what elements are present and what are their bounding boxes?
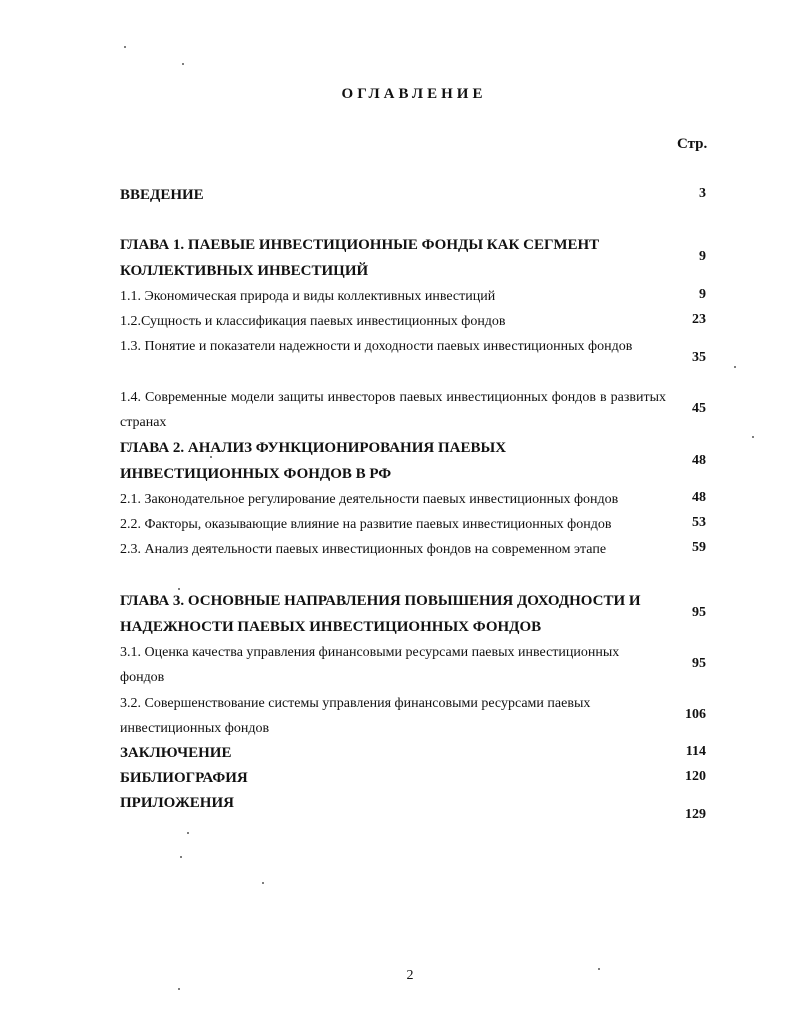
toc-page-1-3: 35 xyxy=(692,350,706,365)
toc-page-3-1: 95 xyxy=(692,656,706,671)
scan-speck xyxy=(752,436,754,438)
toc-entry-chapter-2: ГЛАВА 2. АНАЛИЗ ФУНКЦИОНИРОВАНИЯ ПАЕВЫХ ИНВЕСТИЦИОННЫХ ФОНДОВ В РФ xyxy=(120,440,507,482)
toc-entry-2-2: 2.2. Факторы, оказывающие влияние на развитие паевых инвестиционных фондов xyxy=(120,517,612,532)
toc-page-appendices: 129 xyxy=(685,807,706,822)
toc-entry-3-1: 3.1. Оценка качества управления финансовыми ресурсами паевых инвестиционных фондов xyxy=(120,645,620,685)
toc-page-2-3: 59 xyxy=(692,540,706,555)
toc-entry-1-4: 1.4. Современные модели защиты инвесторов паевых инвестиционных фондов в развитых странах xyxy=(120,390,666,430)
toc-entry-2-1: 2.1. Законодательное регулирование деятельности паевых инвестиционных фондов xyxy=(120,492,619,507)
toc-page-1-4: 45 xyxy=(692,401,706,416)
toc-entry-introduction: ВВЕДЕНИЕ xyxy=(120,187,204,203)
toc-entry-3-2: 3.2. Совершенствование системы управления финансовыми ресурсами паевых инвестиционных фондов xyxy=(120,696,591,736)
toc-page-2-2: 53 xyxy=(692,515,706,530)
scan-speck xyxy=(187,832,189,834)
scan-speck xyxy=(262,882,264,884)
toc-page-chapter-2: 48 xyxy=(692,453,706,468)
toc-page-chapter-3: 95 xyxy=(692,605,706,620)
toc-entry-bibliography: БИБЛИОГРАФИЯ xyxy=(120,770,248,786)
scan-speck xyxy=(180,856,182,858)
toc-entry-1-1: 1.1. Экономическая природа и виды коллективных инвестиций xyxy=(120,289,496,304)
toc-page-2-1: 48 xyxy=(692,490,706,505)
toc-page-bibliography: 120 xyxy=(685,769,706,784)
scan-speck xyxy=(124,46,126,48)
toc-entry-appendices: ПРИЛОЖЕНИЯ xyxy=(120,795,234,811)
scan-speck xyxy=(734,366,736,368)
toc-entry-conclusion: ЗАКЛЮЧЕНИЕ xyxy=(120,745,232,761)
toc-entry-2-3: 2.3. Анализ деятельности паевых инвестиционных фондов на современном этапе xyxy=(120,542,607,557)
toc-page-1-1: 9 xyxy=(699,287,706,302)
page-title: ОГЛАВЛЕНИЕ xyxy=(341,86,487,102)
page-column-label: Стр. xyxy=(677,136,708,152)
toc-page-chapter-1: 9 xyxy=(699,249,706,264)
scan-speck xyxy=(598,968,600,970)
toc-entry-chapter-1: ГЛАВА 1. ПАЕВЫЕ ИНВЕСТИЦИОННЫЕ ФОНДЫ КАК СЕГМЕНТ КОЛЛЕКТИВНЫХ ИНВЕСТИЦИЙ xyxy=(120,237,600,279)
toc-entry-1-3: 1.3. Понятие и показатели надежности и доходности паевых инвестиционных фондов xyxy=(120,339,633,354)
scan-speck xyxy=(178,988,180,990)
toc-page-conclusion: 114 xyxy=(685,744,706,759)
toc-entry-1-2: 1.2.Сущность и классификация паевых инвестиционных фондов xyxy=(120,314,506,329)
scan-speck xyxy=(182,63,184,65)
page-number: 2 xyxy=(406,968,414,983)
scan-speck xyxy=(178,588,180,590)
toc-entry-chapter-3: ГЛАВА 3. ОСНОВНЫЕ НАПРАВЛЕНИЯ ПОВЫШЕНИЯ ДОХОДНОСТИ И НАДЕЖНОСТИ ПАЕВЫХ ИНВЕСТИЦИОННЫХ ФОНДОВ xyxy=(120,593,641,635)
scan-speck xyxy=(210,456,212,458)
toc-page-introduction: 3 xyxy=(699,186,706,201)
toc-page-1-2: 23 xyxy=(692,312,706,327)
toc-page-3-2: 106 xyxy=(685,707,706,722)
